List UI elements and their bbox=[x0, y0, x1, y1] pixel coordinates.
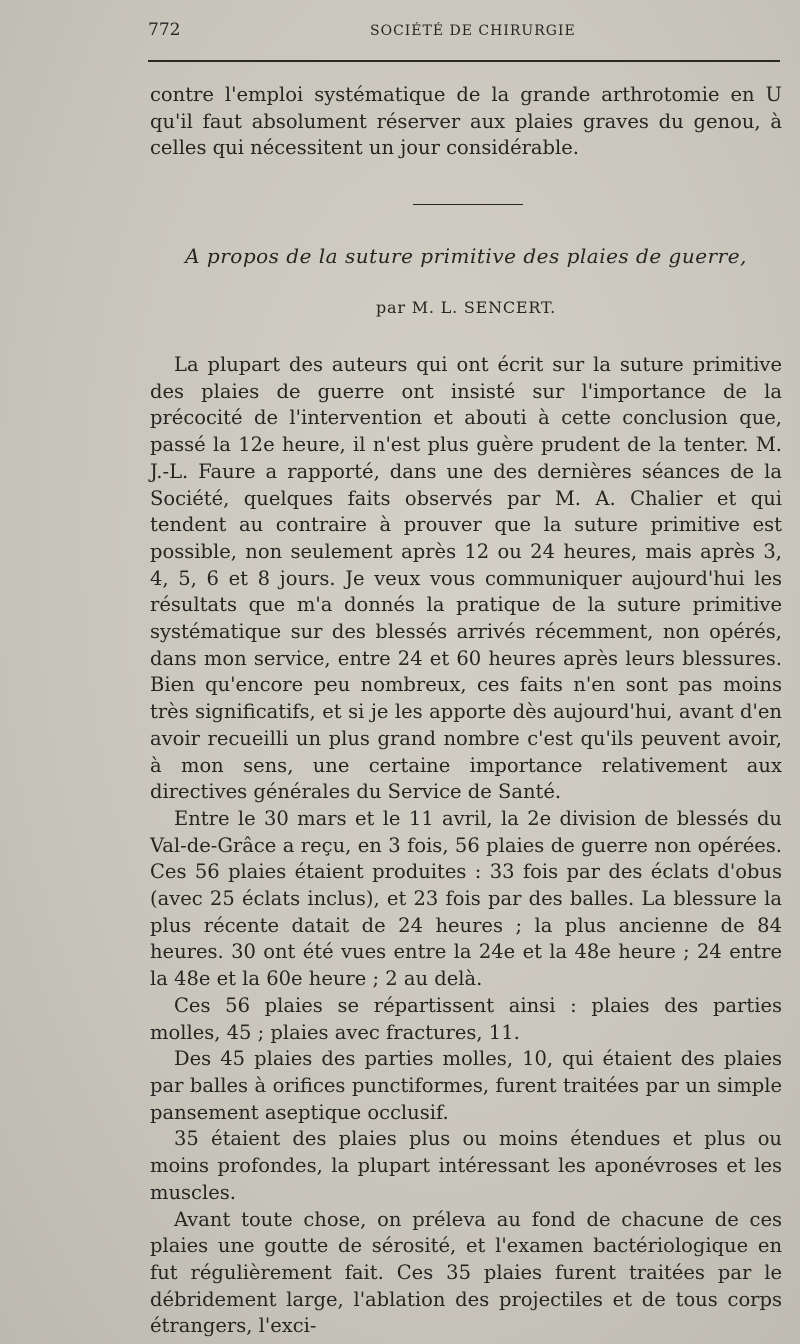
section-separator bbox=[413, 204, 523, 205]
journal-title: SOCIÉTÉ DE CHIRURGIE bbox=[370, 23, 576, 39]
body-paragraph: La plupart des auteurs qui ont écrit sur la suture primitive des plaies de guerre ont insisté sur l'importance de la précocité de l'intervention et abouti à cette conclusion que, passé la 12e heure, il n'est plus guère prudent de la tenter. M. J.-L. Faure a rapporté, dans une des dernières séances de la Société, quelques faits observés par M. A. Chalier et qui tendent au contraire à prouver que la suture primitive est possible, non seulement après 12 ou 24 heures, mais après 3, 4, 5, 6 et 8 jours. Je veux vous communiquer aujourd'hui les résultats que m'a donnés la pratique de la suture primitive systématique sur des blessés arrivés récemment, non opérés, dans mon service, entre 24 et 60 heures après leurs blessures. Bien qu'encore peu nombreux, ces faits n'en sont pas moins très significatifs, et si je les apporte dès aujourd'hui, avant d'en avoir recueilli un plus grand nombre c'est qu'ils peuvent avoir, à mon sens, une certaine importance relativement aux directives générales du Service de Santé. bbox=[150, 353, 782, 804]
article-byline: par M. L. SENCERT. bbox=[375, 298, 556, 317]
intro-paragraph: contre l'emploi systématique de la grande arthrotomie en U qu'il faut absolument réserver aux plaies graves du genou, à celles qui nécessitent un jour considérable. bbox=[150, 83, 782, 160]
header-rule bbox=[148, 60, 780, 62]
page-number: 772 bbox=[148, 20, 181, 40]
body-paragraph: Des 45 plaies des parties molles, 10, qui étaient des plaies par balles à orifices punctiformes, furent traitées par un simple pansement aseptique occlusif. bbox=[150, 1047, 782, 1124]
body-paragraph: Ces 56 plaies se répartissent ainsi : plaies des parties molles, 45 ; plaies avec fractures, 11. bbox=[150, 993, 782, 1044]
body-paragraph: Entre le 30 mars et le 11 avril, la 2e division de blessés du Val-de-Grâce a reçu, en 3 fois, 56 plaies de guerre non opérées. Ces 56 plaies étaient produites : 33 fois par des éclats d'obus (avec 25 éclats inclus), et 23 fois par des balles. La blessure la plus récente datait de 24 heures ; la plus ancienne de 84 heures. 30 ont été vues entre la 24e et la 48e heure ; 24 entre la 48e et la 60e heure ; 2 au delà. bbox=[150, 806, 782, 991]
article-body bbox=[150, 352, 782, 1340]
article-title: A propos de la suture primitive des plaies de guerre, bbox=[185, 244, 747, 268]
body-paragraph: 35 étaient des plaies plus ou moins étendues et plus ou moins profondes, la plupart intéressant les aponévroses et les muscles. bbox=[150, 1127, 782, 1204]
body-paragraph: Avant toute chose, on préleva au fond de chacune de ces plaies une goutte de sérosité, et l'examen bactériologique en fut régulièrement fait. Ces 35 plaies furent traitées par le débridement large, l'ablation des projectiles et de tous corps étrangers, l'exci- bbox=[150, 1207, 782, 1338]
running-head bbox=[148, 18, 788, 44]
intro-text bbox=[150, 82, 782, 162]
